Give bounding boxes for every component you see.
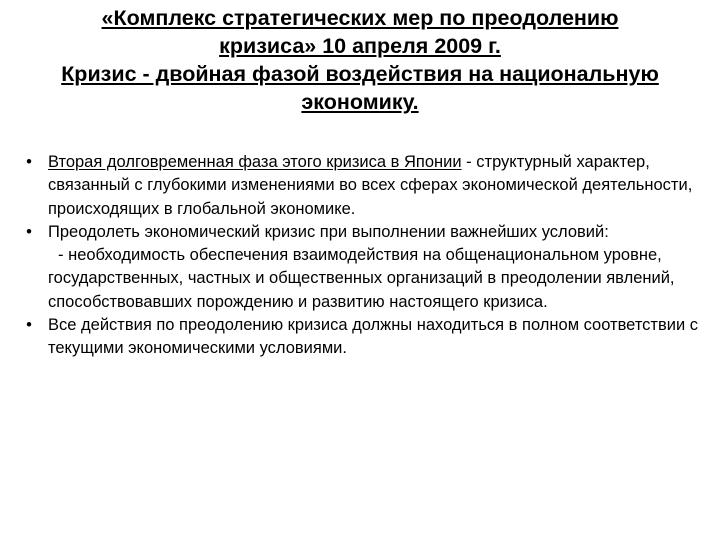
title-line-4: экономику. [301,90,419,114]
bullet-dot-icon: • [26,153,32,171]
bullet-2-subtext: - необходимость обеспечения взаимодействия на общенациональном уровне, государственных, частных и общественных организаций в преодолении явлений, способствовавших порождению и развитию настоящего кризиса. [48,246,675,311]
bullet-dot-icon: • [26,222,32,241]
bullet-item-3 [22,314,702,361]
bullet-list [22,151,702,361]
bullet-item-1 [22,151,702,221]
bullet-item-2 [22,221,702,314]
title-line-2: кризиса» 10 апреля 2009 г. [219,34,501,58]
bullet-3-text: Все действия по преодолению кризиса должны находиться в полном соответствии с текущими экономическими условиями. [48,316,699,358]
bullet-1-text: - структурный характер, связанный с глубокими изменениями во всех сферах экономической деятельности, происходящих в глобальной экономике. [48,153,693,218]
title-line-3: Кризис - двойная фазой воздействия на национальную [61,62,659,86]
bullet-2-text: Преодолеть экономический кризис при выполнении важнейших условий: [48,222,609,241]
title-line-1: «Комплекс стратегических мер по преодолению [101,6,619,30]
bullet-1-lead: Вторая долговременная фаза этого кризиса в Японии [48,153,462,171]
bullet-dot-icon: • [26,316,32,335]
slide-title [10,4,710,116]
